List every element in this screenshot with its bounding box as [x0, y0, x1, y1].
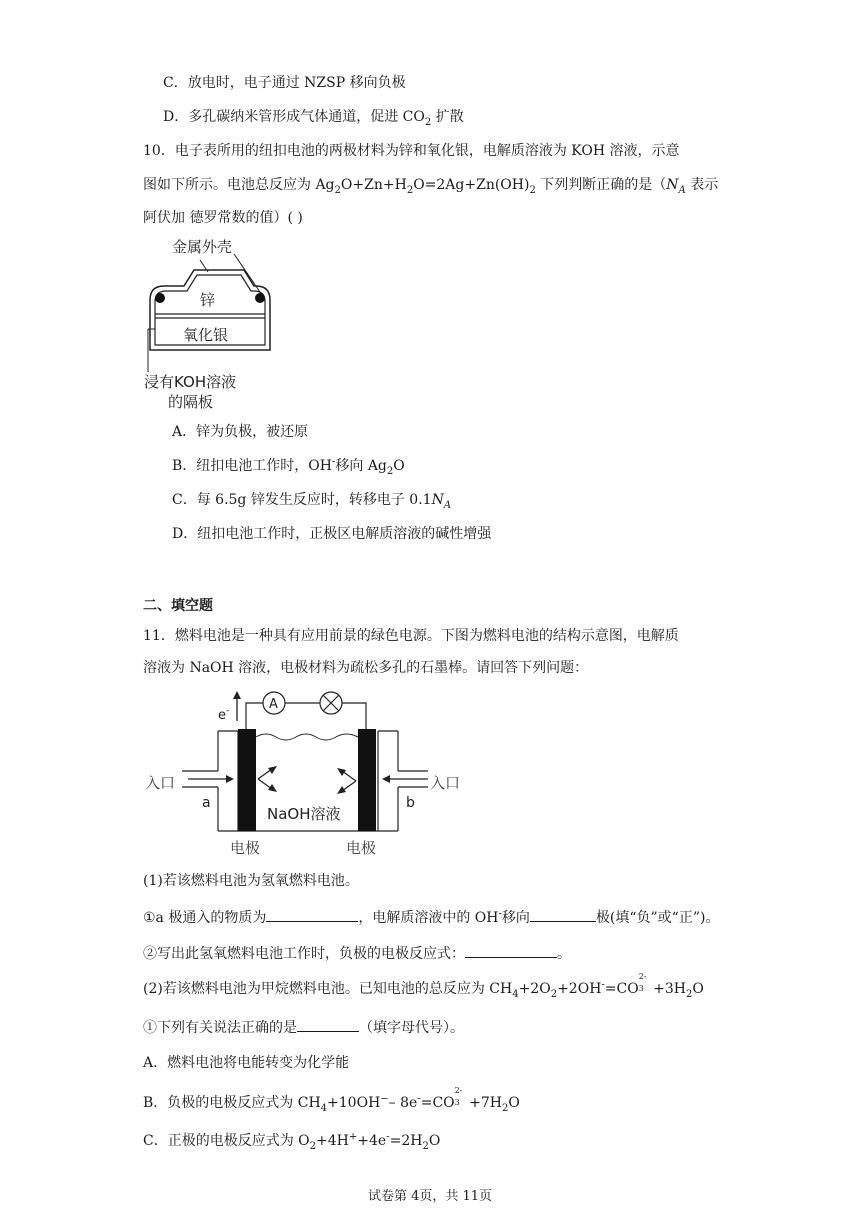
inlet-right-arrow-icon: [382, 775, 390, 783]
q10-option-a: A．锌为负极，被还原: [172, 424, 309, 440]
label-metal-shell: 金属外壳: [172, 238, 233, 256]
fuel-cell-diagram: [140, 683, 470, 863]
label-silver-oxide: 氧化银: [183, 326, 229, 344]
q11-stem-line2: 溶液为 NaOH 溶液，电极材料为疏松多孔的石墨棒。请回答下列问题：: [143, 660, 589, 676]
q11-option-a: A．燃料电池将电能转变为化学能: [143, 1055, 350, 1071]
q10-option-c: C．每 6.5g 锌发生反应时，转移电子 $0.1N_A$: [172, 492, 452, 511]
q11-option-b: B．负极的电极反应式为 $CH_4+10OH^--$ 8e-=CO 2- 3 $+7H_2O$: [143, 1086, 520, 1114]
q10-option-d: D．纽扣电池工作时，正极区电解质溶液的碱性增强: [172, 526, 492, 542]
electron-arrow-icon: [233, 691, 241, 699]
label-separator-line2: 的隔板: [168, 393, 214, 411]
answer-blank-3[interactable]: [465, 943, 557, 958]
inlet-left-arrow-icon: [226, 775, 234, 783]
answer-blank-1[interactable]: [266, 907, 358, 922]
label-a: a: [202, 795, 211, 811]
label-zinc: 锌: [200, 291, 216, 309]
q9-option-c: C．放电时，电子通过 NZSP 移向负极: [163, 75, 406, 91]
label-inlet-left: 入口: [145, 774, 176, 792]
label-electrode-right: 电极: [346, 839, 377, 857]
q11-part2-title: (2)若该燃料电池为甲烷燃料电池。已知电池的总反应为 $CH_4+2O_2+2OH^-=CO$ 2- 3 $+3H_2O$: [143, 972, 704, 1000]
seal-right: [255, 293, 265, 303]
q11-part2-q1: ①下列有关说法正确的是 （填字母代号）。: [143, 1017, 464, 1038]
q11-option-c: C．正极的电极反应式为 $O_2+4H^++4e^-=2H_2O$: [143, 1131, 441, 1152]
electrode-left: [238, 729, 256, 831]
label-naoh-solution: NaOH溶液: [267, 805, 341, 823]
q11-part1-q2: ②写出此氢氧燃料电池工作时，负极的电极反应式： 。: [143, 943, 571, 964]
q11-stem-line1: 11．燃料电池是一种具有应用前景的绿色电源。下图为燃料电池的结构示意图，电解质: [143, 628, 679, 644]
section-heading: 二、填空题: [143, 598, 213, 614]
electrode-right: [358, 729, 376, 831]
label-separator-line1: 浸有KOH溶液: [144, 373, 237, 391]
ammeter-label: A: [269, 697, 278, 712]
q9-option-d: D．多孔碳纳米管形成气体通道，促进 $CO_2$ 扩散: [163, 109, 464, 128]
seal-left: [155, 293, 165, 303]
q11-part1-title: (1)若该燃料电池为氢氧燃料电池。: [143, 873, 359, 889]
label-electrode-left: 电极: [230, 839, 261, 857]
page-footer: 试卷第 4页，共 11页: [367, 1189, 493, 1204]
answer-blank-2[interactable]: [530, 907, 596, 922]
answer-blank-4[interactable]: [297, 1017, 359, 1032]
q10-stem-line1: 10．电子表所用的纽扣电池的两极材料为锌和氧化银，电解质溶液为 KOH 溶液，示意: [143, 143, 680, 159]
label-b: b: [406, 795, 415, 811]
label-electron: e-: [218, 706, 230, 723]
button-cell-diagram: [138, 232, 278, 412]
q10-stem-line2: 图如下所示。电池总反应为 $Ag_2O+Zn+H_2O=2Ag+Zn(OH)_2$ 下列判断正确的是（$N_A$ 表示: [143, 177, 719, 196]
q10-option-b: B．纽扣电池工作时，OH-移向 $Ag_2O$: [172, 456, 405, 477]
q10-stem-line3: 阿伏加 德罗常数的值）( ): [143, 210, 303, 226]
label-inlet-right: 入口: [430, 774, 461, 792]
q11-part1-q1: ①a 极通入的物质为 ，电解质溶液中的 OH-移向 极(填“负”或“正”)。: [143, 908, 720, 926]
